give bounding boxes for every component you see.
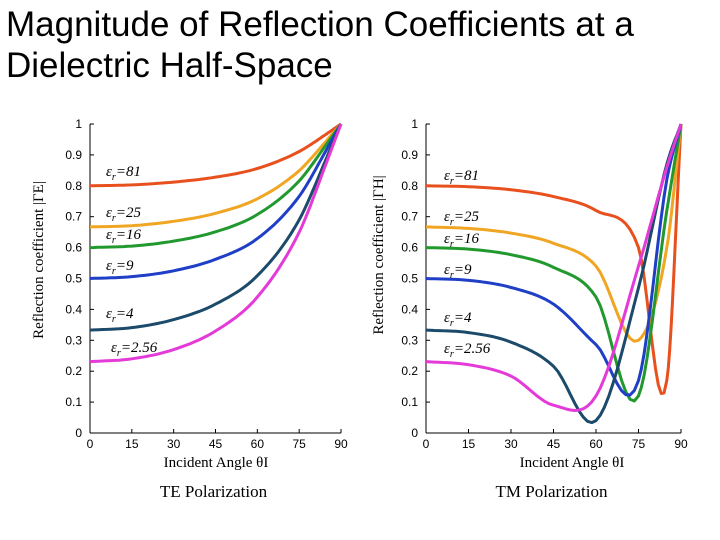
chart-panel-2 [371,117,688,501]
x-axis-label: Incident Angle θI [163,455,269,471]
series-label: $\varepsilon_r=9$ [444,262,472,281]
x-tick-label: 75 [631,437,646,451]
y-tick-label: 0.2 [401,364,418,379]
series-label: $\varepsilon_r=25$ [106,205,141,224]
x-tick-label: 60 [589,437,603,451]
y-axis-label: Reflection coefficient |ΓE| [31,181,47,339]
y-tick-label: 1 [75,117,82,131]
y-tick-label: 0.8 [401,178,418,193]
x-tick-label: 45 [546,437,561,451]
series-label: $\varepsilon_r=25$ [444,209,479,228]
y-tick-label: 0.2 [65,364,82,379]
chart-panel-1 [31,117,348,501]
x-tick-label: 90 [334,437,348,451]
series-label: $\varepsilon_r=9$ [106,258,134,277]
slide-title-line-2: Dielectric Half-Space [6,46,333,85]
y-tick-label: 0.5 [401,271,418,286]
y-tick-label: 0.6 [65,240,82,255]
y-tick-label: 0.6 [401,240,418,255]
series-label: $\varepsilon_r=2.56$ [444,341,491,360]
y-tick-label: 0.3 [65,333,82,348]
y-axis-label: Reflection coefficient |ΓH| [371,175,387,335]
series-label: $\varepsilon_r=16$ [444,231,479,250]
y-tick-label: 0.7 [401,209,418,224]
series-label: $\varepsilon_r=4$ [444,310,472,329]
y-tick-label: 0.9 [401,147,418,162]
x-tick-label: 15 [461,437,476,451]
x-tick-label: 60 [250,437,265,451]
y-tick-label: 0.5 [65,271,82,286]
y-tick-label: 0 [411,426,418,440]
series-label: $\varepsilon_r=81$ [106,164,141,183]
x-tick-label: 0 [86,437,94,451]
y-tick-label: 0.3 [401,333,418,348]
y-tick-label: 1 [411,117,418,131]
x-tick-label: 90 [674,437,688,451]
x-axis-label: Incident Angle θI [519,455,625,471]
x-tick-label: 30 [166,437,181,451]
series-label: $\varepsilon_r=81$ [444,168,479,187]
x-tick-label: 45 [208,437,223,451]
x-tick-label: 75 [292,437,306,451]
y-tick-label: 0.7 [65,209,82,224]
series-line [90,124,341,279]
series-label: $\varepsilon_r=4$ [106,306,134,325]
panel-title: TE Polarization [159,482,268,501]
series-label: $\varepsilon_r=16$ [106,227,141,246]
y-tick-label: 0.4 [401,302,418,317]
y-tick-label: 0.1 [65,395,82,410]
y-tick-label: 0.9 [65,147,82,162]
x-tick-label: 30 [504,437,518,451]
x-tick-label: 15 [125,437,139,451]
series-label: $\varepsilon_r=2.56$ [111,340,158,359]
y-tick-label: 0.4 [65,302,82,317]
y-tick-label: 0.8 [65,178,82,193]
y-tick-label: 0 [75,426,82,440]
y-tick-label: 0.1 [401,395,418,410]
x-tick-label: 0 [422,437,430,451]
panel-title: TM Polarization [495,482,608,501]
slide-title-line-1: Magnitude of Reflection Coefficients at a [6,5,634,44]
